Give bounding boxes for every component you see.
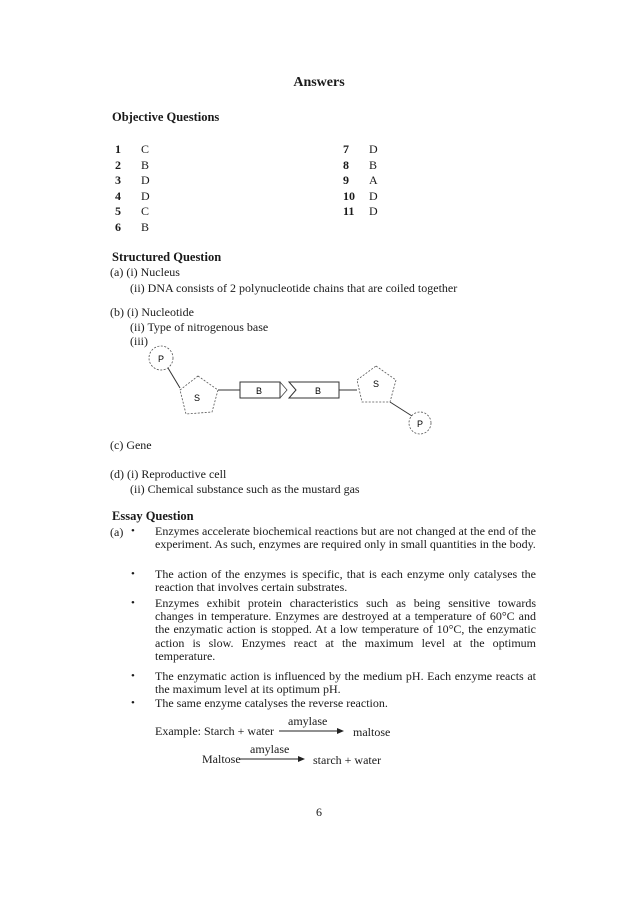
svg-text:B: B: [314, 386, 322, 396]
sugar-left: [180, 376, 218, 414]
svg-text:P: P: [416, 419, 424, 429]
structured-b-iii: (iii): [130, 334, 148, 348]
phosphate-right: [409, 412, 431, 434]
question-number: 2: [115, 157, 121, 172]
sugar-right: [357, 366, 396, 402]
svg-text:S: S: [193, 393, 201, 403]
structured-d-ii: (ii) Chemical substance such as the mustard gas: [130, 482, 360, 496]
bullet-marker: •: [131, 568, 135, 580]
question-number: 1: [115, 142, 121, 156]
essay-bullet-5: The same enzyme catalyses the reverse reaction.: [155, 696, 388, 710]
objective-answers-left: [115, 142, 175, 237]
objective-answers-right: [343, 142, 403, 222]
answer-letter: C: [141, 204, 150, 218]
answer-letter: C: [141, 142, 150, 156]
phosphate-left: [149, 346, 173, 370]
base-right: [289, 382, 339, 398]
essay-heading: Essay Question: [112, 509, 194, 523]
essay-bullet-3: Enzymes exhibit protein characteristics such as being sensitive towards changes in temperature. Enzymes are destroyed at a temperature of 60°C and the enzymatic action is stopped. At a low temperature of 10°C, the enzymatic action is slow. Enzymes react at the maximum level at the optimum temperature.: [155, 596, 536, 663]
question-number: 5: [115, 204, 121, 218]
example-reactant: Example: Starch + water: [155, 724, 275, 738]
structured-heading: Structured Question: [112, 250, 222, 264]
question-number: 8: [343, 157, 349, 172]
bullet-marker: •: [131, 525, 135, 537]
question-number: 6: [115, 219, 121, 234]
answer-letter: D: [141, 173, 150, 187]
essay-bullet-4: The enzymatic action is influenced by the medium pH. Each enzyme reacts at the maximum level at its optimum pH.: [155, 669, 536, 697]
essay-bullet-2: The action of the enzymes is specific, that is each enzyme only catalyses the reaction that involves certain substrates.: [155, 567, 536, 595]
answer-letter: D: [369, 142, 378, 156]
essay-part-a: (a): [110, 525, 124, 539]
reaction-enzyme-2: amylase: [250, 742, 290, 756]
answer-letter: B: [141, 157, 150, 172]
bullet-marker: •: [131, 597, 135, 609]
page-title: Answers: [293, 75, 345, 90]
reaction-arrow-1: [279, 726, 345, 736]
answer-letter: B: [369, 157, 378, 172]
base-left: [240, 382, 287, 398]
structured-c: (c) Gene: [110, 438, 152, 452]
question-number: 9: [343, 173, 349, 187]
question-number: 11: [343, 204, 355, 218]
answer-letter: D: [369, 188, 378, 203]
structured-a-ii: (ii) DNA consists of 2 polynucleotide chains that are coiled together: [130, 281, 458, 295]
question-number: 10: [343, 188, 355, 203]
structured-b-i: (b) (i) Nucleotide: [110, 305, 194, 319]
dna-strand-diagram: [140, 338, 440, 438]
structured-a-i: (a) (i) Nucleus: [110, 265, 180, 279]
structured-b-ii: (ii) Type of nitrogenous base: [130, 320, 269, 334]
reaction-product-1: maltose: [353, 725, 391, 739]
reaction-product-2: starch + water: [313, 753, 382, 767]
answer-letter: B: [141, 219, 150, 234]
answer-letter: D: [369, 204, 378, 218]
svg-text:B: B: [255, 386, 263, 396]
reaction-reactant-2: Maltose: [202, 752, 241, 766]
page-number: 6: [316, 805, 322, 819]
question-number: 7: [343, 142, 349, 156]
svg-text:S: S: [372, 379, 380, 389]
question-number: 4: [115, 188, 121, 203]
bullet-marker: •: [131, 697, 135, 709]
svg-text:P: P: [157, 354, 165, 364]
answer-letter: D: [141, 188, 150, 203]
reaction-enzyme-1: amylase: [288, 714, 328, 728]
objective-heading: Objective Questions: [112, 110, 220, 124]
bullet-marker: •: [131, 670, 135, 682]
essay-bullet-1: Enzymes accelerate biochemical reactions but are not changed at the end of the experiment. As such, enzymes are required only in small quantities in the body.: [155, 524, 536, 552]
reaction-arrow-2: [240, 754, 306, 764]
question-number: 3: [115, 173, 121, 187]
structured-d-i: (d) (i) Reproductive cell: [110, 467, 227, 481]
answer-letter: A: [369, 173, 378, 187]
